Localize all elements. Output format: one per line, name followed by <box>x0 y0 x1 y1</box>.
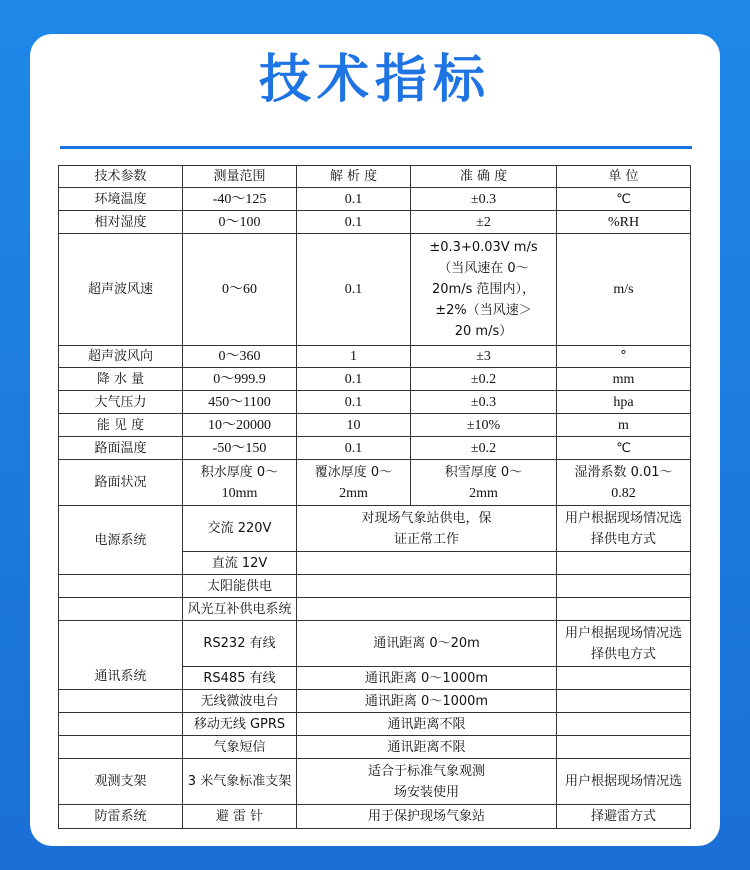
cell-line: 用户根据现场情况选 <box>564 510 682 526</box>
lightning-item: 避 雷 针 <box>183 805 297 829</box>
accuracy-cell <box>411 234 557 346</box>
resolution-cell: 0.1 <box>297 368 411 391</box>
comm-item: 移动无线 GPRS <box>183 713 297 736</box>
accuracy-line: 20 m/s） <box>454 324 513 339</box>
table-row <box>59 506 691 552</box>
cell-line: 择供电方式 <box>590 646 656 662</box>
table-header-row <box>59 166 691 188</box>
table-row <box>59 575 691 598</box>
unit-cell: ℃ <box>557 188 691 211</box>
param-name: 相对湿度 <box>59 211 183 234</box>
empty-cell <box>59 713 183 736</box>
param-name: 大气压力 <box>59 391 183 414</box>
title-divider <box>60 146 692 149</box>
range-cell: 450～1100 <box>183 391 297 414</box>
param-name: 路面温度 <box>59 437 183 460</box>
comm-note <box>557 621 691 667</box>
cell-line: 场安装使用 <box>393 784 459 800</box>
empty-cell <box>557 667 691 690</box>
accuracy-cell: ±10% <box>411 414 557 437</box>
comm-desc: 通讯距离 0～1000m <box>297 667 557 690</box>
header-cell: 技术参数 <box>59 166 183 188</box>
table-row <box>59 211 691 234</box>
resolution-cell: 0.1 <box>297 211 411 234</box>
table-row <box>59 805 691 829</box>
param-name: 电源系统 <box>59 506 183 575</box>
param-name: 通讯系统 <box>59 621 183 690</box>
empty-cell <box>59 690 183 713</box>
table-row <box>59 391 691 414</box>
accuracy-cell: ±0.2 <box>411 368 557 391</box>
resolution-cell: 10 <box>297 414 411 437</box>
empty-cell <box>297 575 557 598</box>
param-name: 降 水 量 <box>59 368 183 391</box>
comm-item: 气象短信 <box>183 736 297 759</box>
comm-desc: 通讯距离不限 <box>297 713 557 736</box>
accuracy-line: （当风速在 0～ <box>438 261 529 276</box>
road-water-cell <box>183 460 297 506</box>
accuracy-line: 20m/s 范围内）， <box>432 282 535 297</box>
comm-desc: 通讯距离 0～20m <box>297 621 557 667</box>
empty-cell <box>557 598 691 621</box>
mount-desc <box>297 759 557 805</box>
param-name: 环境温度 <box>59 188 183 211</box>
table-row <box>59 368 691 391</box>
table-row <box>59 690 691 713</box>
table-row <box>59 736 691 759</box>
mount-note: 用户根据现场情况选 <box>557 759 691 805</box>
unit-cell: mm <box>557 368 691 391</box>
accuracy-line: ±0.3+0.03V m/s <box>429 240 538 255</box>
unit-cell: %RH <box>557 211 691 234</box>
power-desc <box>297 506 557 552</box>
empty-cell <box>59 575 183 598</box>
cell-line: 覆冰厚度 0～ <box>314 464 393 480</box>
empty-cell <box>297 552 557 575</box>
cell-line: 10mm <box>221 485 258 501</box>
param-name: 观测支架 <box>59 759 183 805</box>
table-row <box>59 437 691 460</box>
cell-line: 0.82 <box>611 485 636 501</box>
empty-cell <box>557 713 691 736</box>
accuracy-line: ±2%（当风速＞ <box>435 303 532 318</box>
unit-cell: ℃ <box>557 437 691 460</box>
range-cell: 0～60 <box>183 234 297 346</box>
table-row <box>59 460 691 506</box>
header-cell: 解 析 度 <box>297 166 411 188</box>
resolution-cell: 1 <box>297 346 411 368</box>
range-cell: 0～360 <box>183 346 297 368</box>
power-item: 直流 12V <box>183 552 297 575</box>
empty-cell <box>557 575 691 598</box>
header-cell: 测量范围 <box>183 166 297 188</box>
cell-line: 2mm <box>469 485 498 501</box>
unit-cell: hpa <box>557 391 691 414</box>
accuracy-cell: ±0.2 <box>411 437 557 460</box>
comm-item: RS485 有线 <box>183 667 297 690</box>
table-row <box>59 621 691 667</box>
accuracy-cell: ±0.3 <box>411 188 557 211</box>
accuracy-cell: ±3 <box>411 346 557 368</box>
table-row <box>59 598 691 621</box>
range-cell: 0～999.9 <box>183 368 297 391</box>
road-snow-cell <box>411 460 557 506</box>
cell-line: 积雪厚度 0～ <box>444 464 523 480</box>
power-note <box>557 506 691 552</box>
empty-cell <box>297 598 557 621</box>
spec-table <box>58 165 691 829</box>
power-item: 风光互补供电系统 <box>183 598 297 621</box>
resolution-cell: 0.1 <box>297 437 411 460</box>
mount-item: 3 米气象标准支架 <box>183 759 297 805</box>
range-cell: -50～150 <box>183 437 297 460</box>
table-row <box>59 188 691 211</box>
table-row <box>59 414 691 437</box>
cell-line: 证正常工作 <box>393 531 459 547</box>
table-row <box>59 346 691 368</box>
power-item: 太阳能供电 <box>183 575 297 598</box>
accuracy-cell: ±0.3 <box>411 391 557 414</box>
resolution-cell: 0.1 <box>297 391 411 414</box>
table-row <box>59 713 691 736</box>
unit-cell: m/s <box>557 234 691 346</box>
empty-cell <box>557 690 691 713</box>
power-item: 交流 220V <box>183 506 297 552</box>
unit-cell: ° <box>557 346 691 368</box>
param-name: 能 见 度 <box>59 414 183 437</box>
header-cell: 单 位 <box>557 166 691 188</box>
range-cell: 0～100 <box>183 211 297 234</box>
cell-line: 积水厚度 0～ <box>200 464 279 480</box>
table-row <box>59 234 691 346</box>
page-title: 技术指标 <box>258 50 491 110</box>
empty-cell <box>557 736 691 759</box>
accuracy-cell: ±2 <box>411 211 557 234</box>
comm-desc: 通讯距离 0～1000m <box>297 690 557 713</box>
param-name: 防雷系统 <box>59 805 183 829</box>
param-name: 路面状况 <box>59 460 183 506</box>
road-ice-cell <box>297 460 411 506</box>
comm-desc: 通讯距离不限 <box>297 736 557 759</box>
range-cell: -40～125 <box>183 188 297 211</box>
comm-item: 无线微波电台 <box>183 690 297 713</box>
lightning-note: 择避雷方式 <box>557 805 691 829</box>
lightning-desc: 用于保护现场气象站 <box>297 805 557 829</box>
empty-cell <box>59 736 183 759</box>
empty-cell <box>59 598 183 621</box>
resolution-cell: 0.1 <box>297 234 411 346</box>
header-cell: 准 确 度 <box>411 166 557 188</box>
cell-line: 用户根据现场情况选 <box>564 625 682 641</box>
road-slip-cell <box>557 460 691 506</box>
unit-cell: m <box>557 414 691 437</box>
comm-item: RS232 有线 <box>183 621 297 667</box>
param-name: 超声波风向 <box>59 346 183 368</box>
table-row <box>59 759 691 805</box>
cell-line: 适合于标准气象观测 <box>367 763 485 779</box>
param-name: 超声波风速 <box>59 234 183 346</box>
resolution-cell: 0.1 <box>297 188 411 211</box>
cell-line: 湿滑系数 0.01～ <box>574 464 673 480</box>
cell-line: 择供电方式 <box>590 531 656 547</box>
cell-line: 对现场气象站供电，保 <box>361 510 492 526</box>
empty-cell <box>557 552 691 575</box>
cell-line: 2mm <box>339 485 368 501</box>
range-cell: 10～20000 <box>183 414 297 437</box>
